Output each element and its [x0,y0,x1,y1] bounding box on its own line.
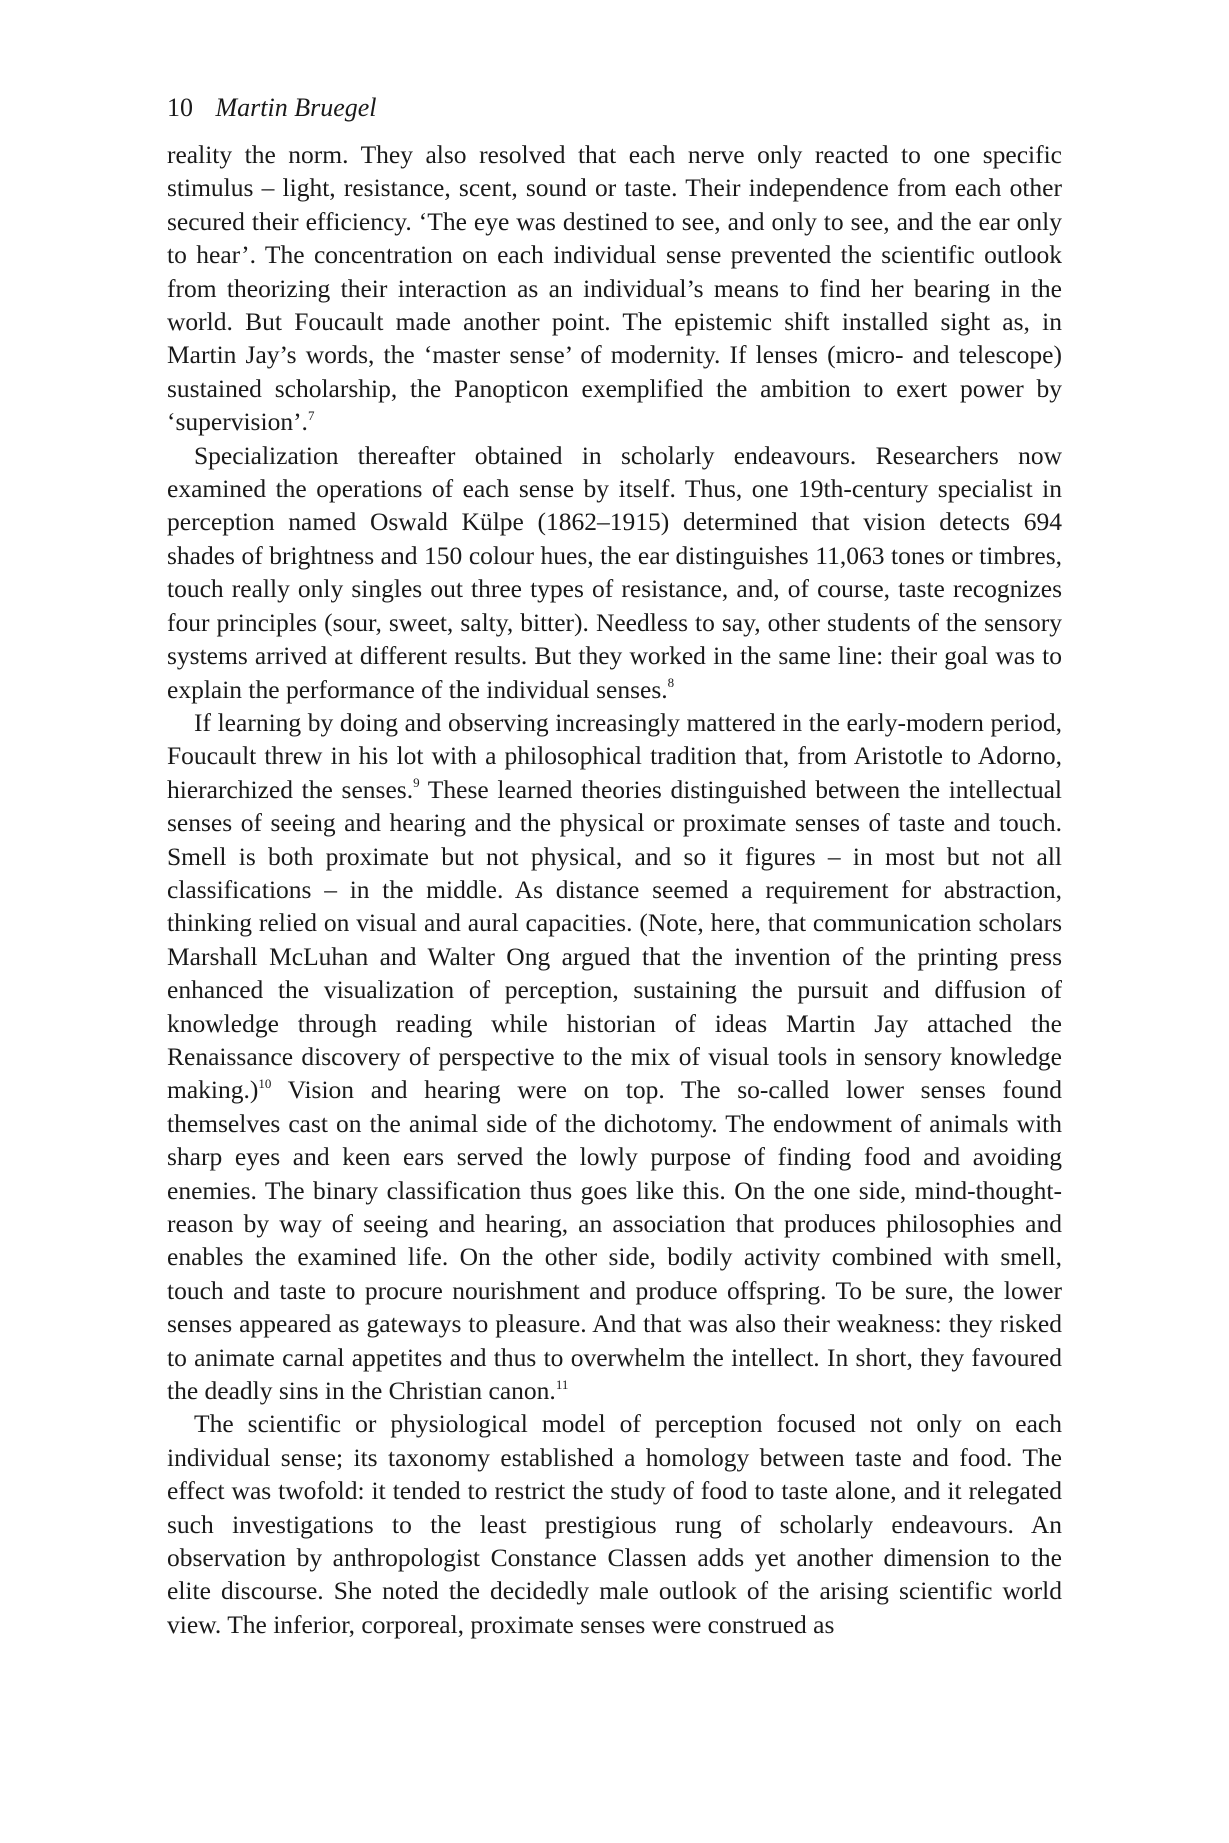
footnote-reference: 9 [413,775,420,791]
paragraph-text: These learned theories distinguished between the intellectual senses of seeing and hearing and the physical or proximate senses of taste and touch. Smell is both proximate but not physical, and so it figures – in most but not all classifications – in the middle. As distance seemed a requirement for abstraction, thinking relied on visual and aural capacities. (Note, here, that communication scholars Marshall McLuhan and Walter Ong argued that the invention of the printing press enhanced the visualization of perception, sustaining the pursuit and diffusion of knowledge through reading while historian of ideas Martin Jay attached the Renaissance discovery of perspective to the mix of visual tools in sensory knowledge making.) [167,774,1062,1105]
footnote-reference: 7 [307,407,315,423]
page-number: 10 [167,93,193,122]
running-head [167,88,1062,128]
paragraph-4 [167,1407,1062,1641]
paragraph-text: Vision and hearing were on top. The so-called lower senses found themselves cast on the animal side of the dichotomy. The endowment of animals with sharp eyes and keen ears served the lowly purpose of finding food and avoiding enemies. The binary classification thus goes like this. On the one side, mind-thought-reason by way of seeing and hearing, an association that produces philosophies and enables the examined life. On the other side, bodily activity combined with smell, touch and taste to procure nourishment and produce offspring. To be sure, the lower senses appeared as gateways to pleasure. And that was also their weakness: they risked to animate carnal appetites and thus to overwhelm the intellect. In short, they favoured the deadly sins in the Christian canon. [167,1075,1062,1406]
paragraph-2 [167,439,1062,706]
paragraph-text: reality the norm. They also resolved that each nerve only reacted to one specific stimulus – light, resistance, scent, sound or taste. Their independence from each other secured their efficiency. ‘The eye was destined to see, and only to see, and the ear only to hear’. The concentration on each individual sense prevented the scientific outlook from theorizing their interaction as an individual’s means to find her bearing in the world. But Foucault made another point. The epistemic shift installed sight as, in Martin Jay’s words, the ‘master sense’ of modernity. If lenses (micro- and telescope) sustained scholarship, the Panopticon exemplified the ambition to exert power by ‘supervision’. [167,140,1062,437]
paragraph-3 [167,706,1062,1408]
paragraph-text: If learning by doing and observing increasingly mattered in the early-modern period, Foucault threw in his lot with a philosophical tradition that, from Aristotle to Adorno, hierarchized the senses. [167,707,1062,804]
footnote-reference: 10 [258,1075,272,1091]
paragraph-1 [167,138,1062,439]
body-text [167,138,1062,1641]
running-head-author: Martin Bruegel [215,93,377,122]
paragraph-text: Specialization thereafter obtained in scholarly endeavours. Researchers now examined the operations of each sense by itself. Thus, one 19th-century specialist in perception named Oswald Külpe (1862–1915) determined that vision detects 694 shades of brightness and 150 colour hues, the ear distinguishes 11,063 tones or timbres, touch really only singles out three types of resistance, and, of course, taste recognizes four principles (sour, sweet, salty, bitter). Needless to say, other students of the sensory systems arrived at different results. But they worked in the same line: their goal was to explain the performance of the individual senses. [167,440,1062,704]
footnote-reference: 8 [667,675,675,690]
paragraph-text: The scientific or physiological model of perception focused not only on each individual sense; its taxonomy established a homology between taste and food. The effect was twofold: it tended to restrict the study of food to taste alone, and it relegated such investigations to the least prestigious rung of scholarly endeavours. An observation by anthropologist Constance Classen adds yet another dimension to the elite discourse. She noted the decidedly male outlook of the arising scientific world view. The inferior, corporeal, proximate senses were construed as [167,1409,1062,1639]
book-page [167,88,1062,1641]
footnote-reference: 11 [555,1376,569,1392]
